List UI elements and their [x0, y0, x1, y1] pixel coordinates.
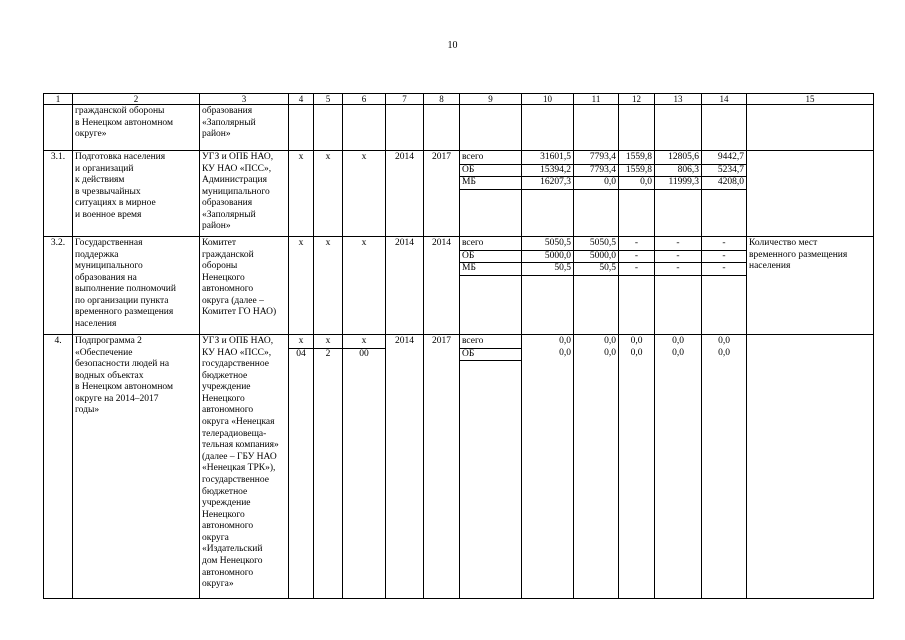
funding-value: - — [655, 250, 701, 263]
code-cell — [289, 335, 314, 599]
funding-source: ОБ — [460, 164, 521, 177]
funding-source: ОБ — [460, 348, 521, 361]
row-number: 4. — [44, 335, 73, 599]
indicator — [747, 151, 874, 237]
empty-cell — [424, 105, 460, 151]
indicator: Количество мест временного размещения населения — [747, 237, 874, 335]
table-row — [44, 105, 874, 151]
code-value: 2 — [325, 348, 331, 359]
header-cell: 9 — [460, 94, 522, 105]
funding-value: 0,0 — [672, 336, 684, 346]
funding-value: - — [702, 250, 746, 263]
funding-value: 0,0 — [604, 347, 616, 358]
header-cell: 3 — [200, 94, 289, 105]
funding-value: 4208,0 — [702, 177, 746, 190]
empty-cell — [574, 105, 619, 151]
funding-value: 5000,0 — [574, 250, 618, 263]
funding-2014-cell — [574, 335, 619, 599]
funding-value: 11999,3 — [655, 177, 701, 190]
funding-source-cell — [460, 151, 522, 237]
start-year: 2014 — [386, 151, 424, 237]
funding-value: 0,0 — [559, 347, 571, 358]
row-number — [44, 105, 73, 151]
funding-2015-cell — [619, 237, 655, 335]
empty-cell — [289, 105, 314, 151]
funding-source: МБ — [460, 263, 521, 276]
funding-value: 0,0 — [718, 336, 730, 346]
funding-value: - — [619, 250, 654, 263]
activity-name: гражданской обороны в Ненецком автономном округе» — [73, 105, 200, 151]
funding-value: 5234,7 — [702, 164, 746, 177]
funding-value: - — [655, 238, 701, 250]
funding-total-cell — [522, 151, 574, 237]
end-year: 2017 — [424, 151, 460, 237]
funding-2017-cell — [702, 237, 747, 335]
executor: образования «Заполярный район» — [200, 105, 289, 151]
funding-value: 5050,5 — [574, 238, 618, 250]
header-cell: 15 — [747, 94, 874, 105]
code-cell: х — [289, 151, 314, 237]
code-cell — [343, 335, 386, 599]
funding-2016-cell — [655, 335, 702, 599]
table-row — [44, 151, 874, 237]
funding-value: 50,5 — [522, 263, 573, 276]
header-cell: 13 — [655, 94, 702, 105]
funding-2014-cell — [574, 151, 619, 237]
header-cell: 7 — [386, 94, 424, 105]
funding-value: 806,3 — [655, 164, 701, 177]
empty-cell — [314, 105, 343, 151]
header-cell: 10 — [522, 94, 574, 105]
funding-value: 50,5 — [574, 263, 618, 276]
funding-value: 7793,4 — [574, 152, 618, 164]
header-cell: 11 — [574, 94, 619, 105]
header-cell: 5 — [314, 94, 343, 105]
funding-value: 9442,7 — [702, 152, 746, 164]
funding-value: 16207,3 — [522, 177, 573, 190]
funding-2015-cell — [619, 151, 655, 237]
activity-name: Подпрограмма 2 «Обеспечение безопасности людей на водных объектах в Ненецком автономном округе на 2014–2017 годы» — [73, 335, 200, 599]
empty-cell — [522, 105, 574, 151]
funding-source: всего — [460, 152, 521, 164]
header-cell: 1 — [44, 94, 73, 105]
code-value: х — [289, 336, 313, 348]
code-cell: х — [343, 237, 386, 335]
funding-value: 15394,2 — [522, 164, 573, 177]
funding-value: 0,0 — [630, 336, 643, 346]
end-year: 2014 — [424, 237, 460, 335]
header-cell: 4 — [289, 94, 314, 105]
funding-value: 0,0 — [574, 177, 618, 190]
funding-source: ОБ — [460, 250, 521, 263]
header-row — [44, 94, 874, 105]
header-cell: 14 — [702, 94, 747, 105]
start-year: 2014 — [386, 237, 424, 335]
indicator — [747, 335, 874, 599]
funding-value: - — [619, 263, 654, 276]
header-cell: 6 — [343, 94, 386, 105]
executor: УГЗ и ОПБ НАО, КУ НАО «ПСС», государственное бюджетное учреждение Ненецкого автономного округа «Ненецкая телерадиовеща- тельная компания» (далее – ГБУ НАО «Ненецкая ТРК»), государственное бюджетное учреждение Ненецкого автономного округа «Издательский дом Ненецкого автономного округа» — [200, 335, 289, 599]
empty-cell — [702, 105, 747, 151]
executor: Комитет гражданской обороны Ненецкого автономного округа (далее – Комитет ГО НАО) — [200, 237, 289, 335]
funding-value: 1559,8 — [619, 164, 654, 177]
table-row — [44, 335, 874, 599]
table-row — [44, 237, 874, 335]
funding-value: 1559,8 — [619, 152, 654, 164]
funding-source-cell — [460, 335, 522, 599]
executor: УГЗ и ОПБ НАО, КУ НАО «ПСС», Администрация муниципального образования «Заполярный район» — [200, 151, 289, 237]
empty-cell — [619, 105, 655, 151]
page-number: 10 — [447, 40, 458, 51]
funding-value: 0,0 — [604, 336, 616, 346]
funding-value: 0,0 — [630, 347, 643, 358]
empty-cell — [343, 105, 386, 151]
header-cell: 2 — [73, 94, 200, 105]
funding-total-cell — [522, 335, 574, 599]
funding-source: всего — [460, 336, 521, 348]
code-cell: х — [314, 151, 343, 237]
activity-name: Подготовка населения и организаций к действиям в чрезвычайных ситуациях в мирное и военное время — [73, 151, 200, 237]
row-number: 3.2. — [44, 237, 73, 335]
funding-value: - — [702, 263, 746, 276]
funding-value: - — [655, 263, 701, 276]
end-year: 2017 — [424, 335, 460, 599]
funding-value: 0,0 — [559, 336, 571, 346]
funding-value: 5000,0 — [522, 250, 573, 263]
code-value: х — [314, 336, 342, 348]
empty-cell — [386, 105, 424, 151]
funding-source: МБ — [460, 177, 521, 190]
empty-cell — [747, 105, 874, 151]
code-value: 04 — [296, 348, 306, 359]
funding-total-cell — [522, 237, 574, 335]
activity-name: Государственная поддержка муниципального образования на выполнение полномочий по организации пункта временного размещения населения — [73, 237, 200, 335]
funding-value: 0,0 — [672, 347, 684, 358]
funding-value: 0,0 — [718, 347, 730, 358]
header-cell: 8 — [424, 94, 460, 105]
code-cell: х — [343, 151, 386, 237]
funding-source-cell — [460, 237, 522, 335]
header-cell: 12 — [619, 94, 655, 105]
funding-value: - — [619, 238, 654, 250]
funding-value: 5050,5 — [522, 238, 573, 250]
empty-cell — [460, 105, 522, 151]
code-cell: х — [289, 237, 314, 335]
funding-value: 31601,5 — [522, 152, 573, 164]
funding-value: - — [702, 238, 746, 250]
start-year: 2014 — [386, 335, 424, 599]
funding-source: всего — [460, 238, 521, 250]
funding-value: 12805,6 — [655, 152, 701, 164]
funding-2017-cell — [702, 151, 747, 237]
row-number: 3.1. — [44, 151, 73, 237]
code-cell: х — [314, 237, 343, 335]
funding-2016-cell — [655, 151, 702, 237]
program-table — [43, 93, 874, 599]
empty-cell — [655, 105, 702, 151]
funding-2014-cell — [574, 237, 619, 335]
funding-value: 0,0 — [619, 177, 654, 190]
funding-value: 7793,4 — [574, 164, 618, 177]
funding-2016-cell — [655, 237, 702, 335]
funding-2017-cell — [702, 335, 747, 599]
code-cell — [314, 335, 343, 599]
code-value: 00 — [359, 348, 369, 359]
funding-2015-cell — [619, 335, 655, 599]
code-value: х — [343, 336, 385, 348]
